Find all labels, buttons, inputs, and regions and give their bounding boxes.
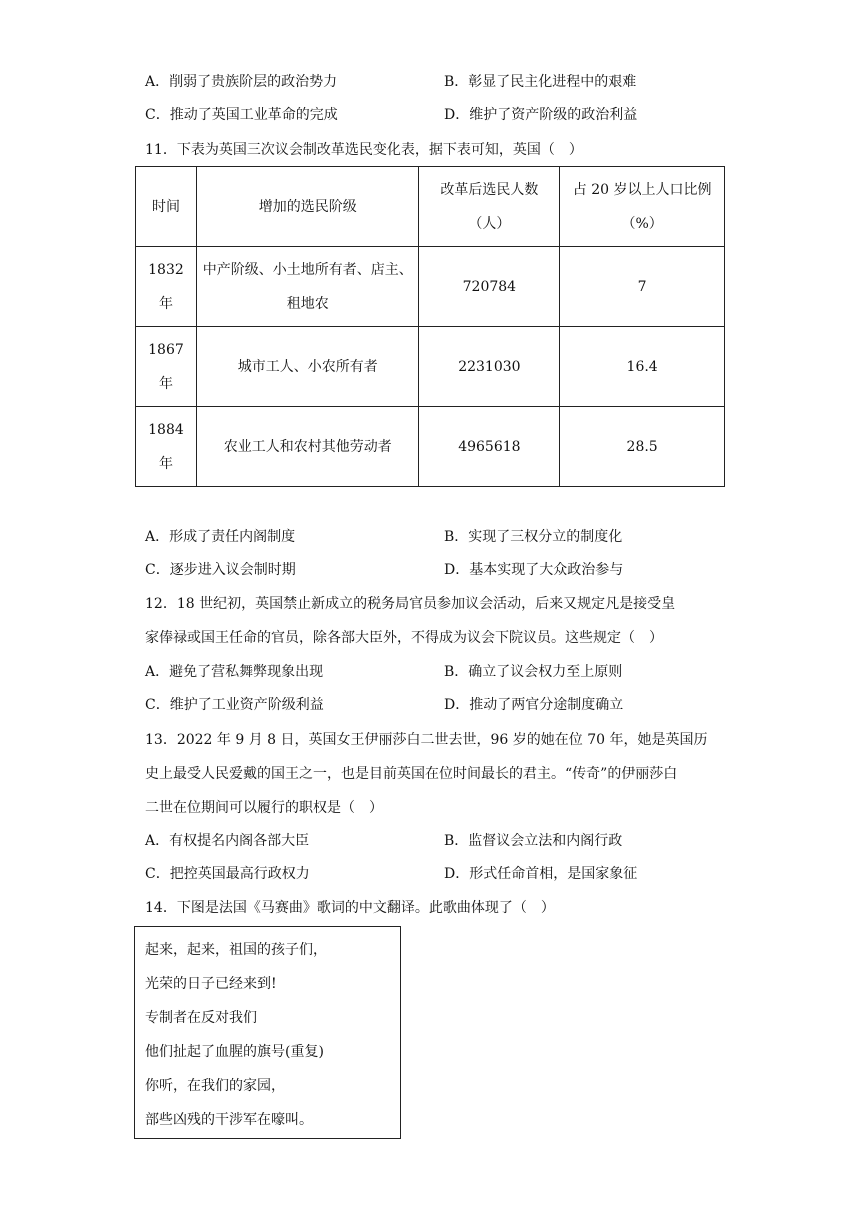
q13-option-a: A．有权提名内阁各部大臣 <box>145 833 310 849</box>
q11-option-c: C．逐步进入议会制时期 <box>145 562 296 578</box>
q12-stem-line-1: 12．18 世纪初，英国禁止新成立的税务局官员参加议会活动，后来又规定凡是接受皇 <box>145 596 676 612</box>
q13-option-b: B．监督议会立法和内阁行政 <box>444 833 623 849</box>
header-count: 改革后选民人数 （人） <box>419 167 560 247</box>
lyric-line: 部些凶残的干涉军在嚎叫。 <box>145 1112 313 1128</box>
q10-option-d: D．维护了资产阶级的政治利益 <box>444 107 638 123</box>
q12-stem-line-2: 家俸禄或国王任命的官员，除各部大臣外，不得成为议会下院议员。这些规定（ ） <box>145 630 663 646</box>
q13-option-c: C．把控英国最高行政权力 <box>145 866 310 882</box>
q10-option-a: A．削弱了贵族阶层的政治势力 <box>145 74 338 90</box>
cell-ratio: 28.5 <box>560 407 725 487</box>
cell-class: 农业工人和农村其他劳动者 <box>196 407 419 487</box>
cell-count: 2231030 <box>419 327 560 407</box>
lyric-line: 他们扯起了血腥的旗号(重复) <box>145 1044 324 1060</box>
table-row <box>136 327 725 407</box>
cell-time: 1832 年 <box>136 247 197 327</box>
cell-class: 城市工人、小农所有者 <box>196 327 419 407</box>
table-header-row <box>136 167 725 247</box>
q13-stem-line-1: 13．2022 年 9 月 8 日，英国女王伊丽莎白二世去世，96 岁的她在位 70 年，她是英国历 <box>145 732 708 748</box>
q13-stem-line-3: 二世在位期间可以履行的职权是（ ） <box>145 800 383 816</box>
q11-option-a: A．形成了责任内阁制度 <box>145 529 296 545</box>
table-row <box>136 407 725 487</box>
voter-change-table <box>135 166 725 487</box>
cell-time: 1867 年 <box>136 327 197 407</box>
header-class: 增加的选民阶级 <box>196 167 419 247</box>
q12-option-c: C．维护了工业资产阶级利益 <box>145 697 324 713</box>
q12-option-b: B．确立了议会权力至上原则 <box>444 664 623 680</box>
lyric-line: 你听，在我们的家园， <box>145 1078 285 1094</box>
q11-option-b: B．实现了三权分立的制度化 <box>444 529 623 545</box>
header-time: 时间 <box>136 167 197 247</box>
cell-count: 4965618 <box>419 407 560 487</box>
cell-time: 1884 年 <box>136 407 197 487</box>
lyric-line: 专制者在反对我们 <box>145 1010 257 1026</box>
lyric-line: 起来，起来，祖国的孩子们， <box>145 942 327 958</box>
marseillaise-lyrics-box <box>134 926 401 1139</box>
q14-stem: 14．下图是法国《马赛曲》歌词的中文翻译。此歌曲体现了（ ） <box>145 900 555 916</box>
cell-class: 中产阶级、小土地所有者、店主、 租地农 <box>196 247 419 327</box>
lyric-line: 光荣的日子已经来到! <box>145 976 277 992</box>
cell-ratio: 7 <box>560 247 725 327</box>
cell-ratio: 16.4 <box>560 327 725 407</box>
cell-count: 720784 <box>419 247 560 327</box>
q12-option-d: D．推动了两官分途制度确立 <box>444 697 624 713</box>
q11-stem: 11．下表为英国三次议会制改革选民变化表，据下表可知，英国（ ） <box>145 142 583 158</box>
q12-option-a: A．避免了营私舞弊现象出现 <box>145 664 324 680</box>
q13-option-d: D．形式任命首相，是国家象征 <box>444 866 638 882</box>
q10-option-b: B．彰显了民主化进程中的艰难 <box>444 74 637 90</box>
header-ratio: 占 20 岁以上人口比例 （%） <box>560 167 725 247</box>
q13-stem-line-2: 史上最受人民爱戴的国王之一，也是目前英国在位时间最长的君主。“传奇”的伊丽莎白 <box>145 766 678 782</box>
q10-option-c: C．推动了英国工业革命的完成 <box>145 107 338 123</box>
table-row <box>136 247 725 327</box>
q11-option-d: D．基本实现了大众政治参与 <box>444 562 624 578</box>
